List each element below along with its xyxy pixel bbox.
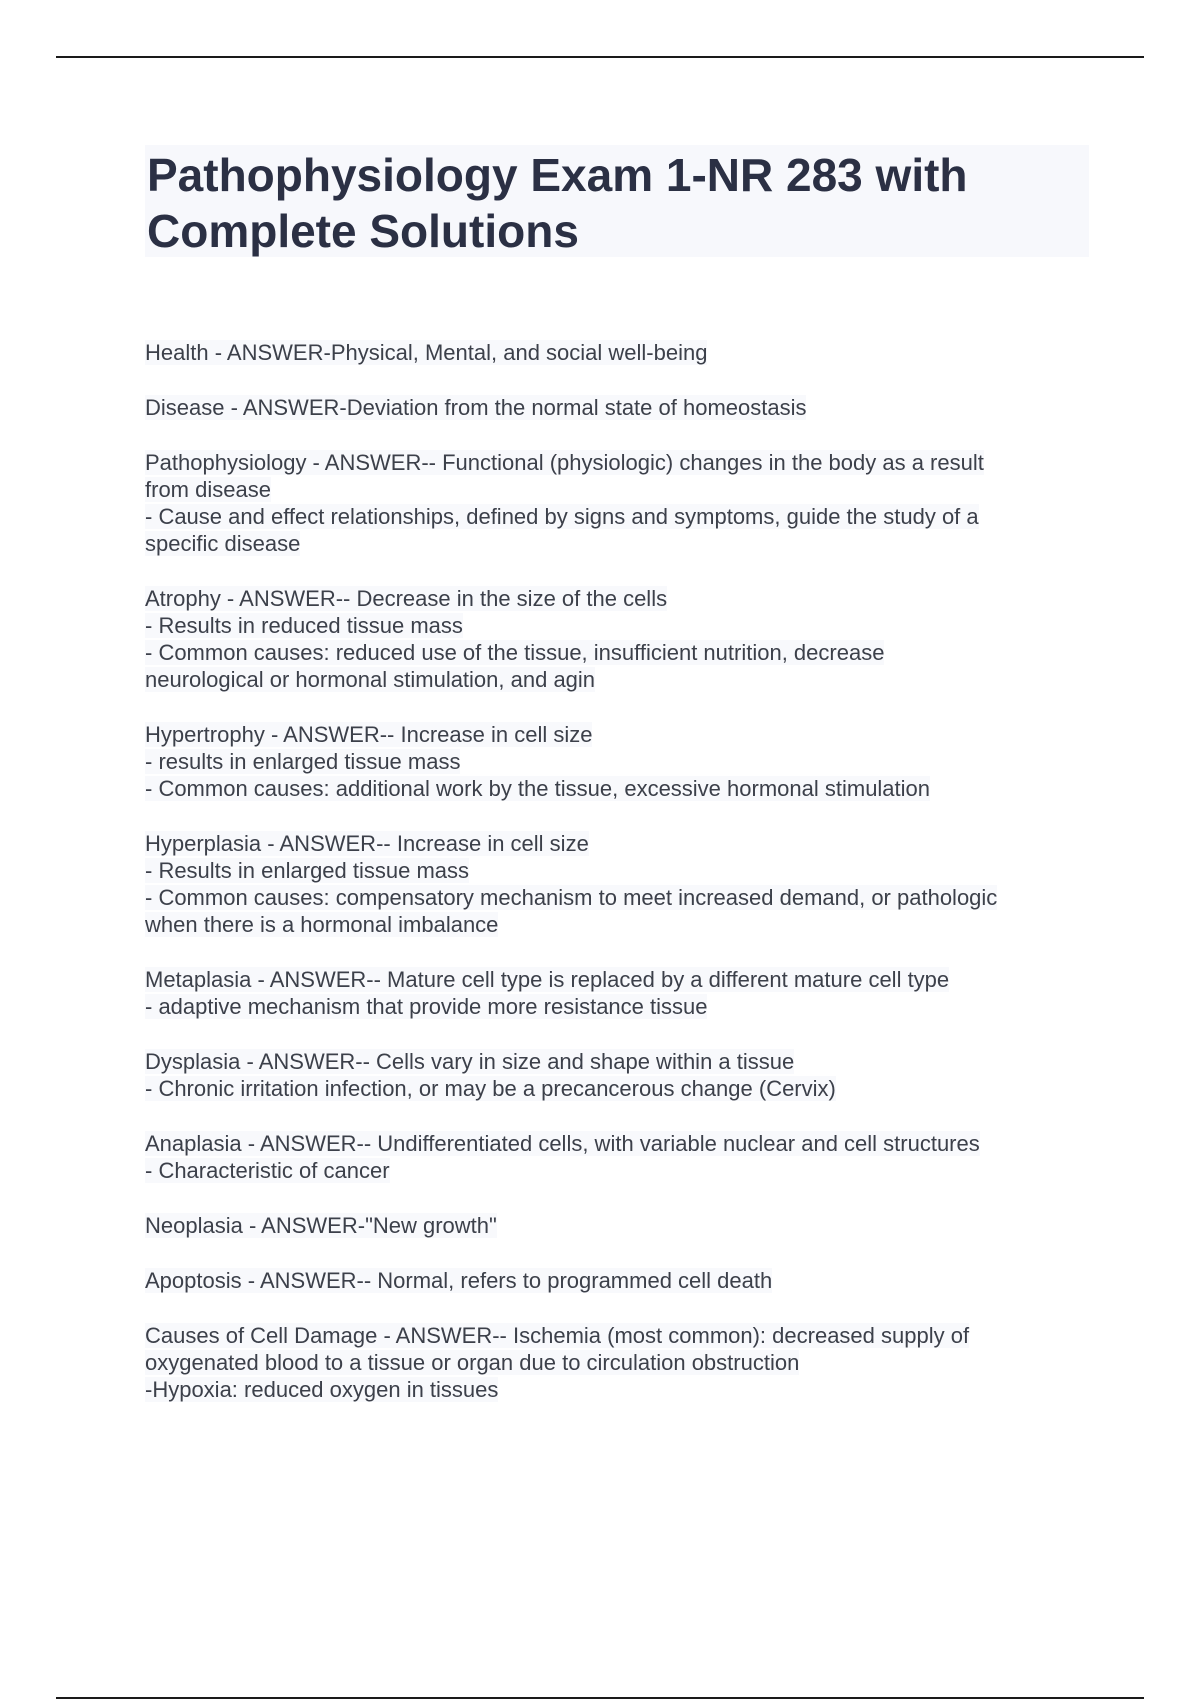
qa-line-text: - Common causes: reduced use of the tissue, insufficient nutrition, decrease bbox=[145, 640, 885, 665]
qa-line bbox=[145, 449, 1095, 476]
qa-line bbox=[145, 911, 1095, 938]
qa-line bbox=[145, 1376, 1095, 1403]
qa-line-text: Metaplasia - ANSWER-- Mature cell type is replaced by a different mature cell type bbox=[145, 967, 950, 992]
qa-entry-dysplasia bbox=[145, 1048, 1095, 1102]
qa-line-text: Causes of Cell Damage - ANSWER-- Ischemia (most common): decreased supply of bbox=[145, 1323, 970, 1348]
qa-line-text: Atrophy - ANSWER-- Decrease in the size of the cells bbox=[145, 586, 668, 611]
qa-line-text: -Hypoxia: reduced oxygen in tissues bbox=[145, 1377, 499, 1402]
qa-line bbox=[145, 1048, 1095, 1075]
qa-line bbox=[145, 884, 1095, 911]
qa-line bbox=[145, 721, 1095, 748]
title-line: Pathophysiology Exam 1-NR 283 with bbox=[147, 149, 968, 201]
qa-line bbox=[145, 966, 1095, 993]
qa-line bbox=[145, 394, 1095, 421]
qa-line bbox=[145, 1267, 1095, 1294]
qa-line-text: - Results in enlarged tissue mass bbox=[145, 858, 470, 883]
qa-line bbox=[145, 857, 1095, 884]
qa-line-text: Pathophysiology - ANSWER-- Functional (physiologic) changes in the body as a result bbox=[145, 450, 984, 475]
qa-line bbox=[145, 339, 1095, 366]
footer-rule bbox=[56, 1697, 1144, 1699]
qa-entry-hypertrophy bbox=[145, 721, 1095, 802]
qa-line-text: when there is a hormonal imbalance bbox=[145, 912, 499, 937]
qa-entry-health bbox=[145, 339, 1095, 366]
qa-line-text: - results in enlarged tissue mass bbox=[145, 749, 461, 774]
qa-line bbox=[145, 748, 1095, 775]
qa-line bbox=[145, 993, 1095, 1020]
qa-line bbox=[145, 1157, 1095, 1184]
qa-line-text: specific disease bbox=[145, 531, 301, 556]
qa-entry-causes-of-cell-damage bbox=[145, 1322, 1095, 1403]
qa-entry-neoplasia bbox=[145, 1212, 1095, 1239]
qa-entry-anaplasia bbox=[145, 1130, 1095, 1184]
qa-line bbox=[145, 1130, 1095, 1157]
qa-line-text: Apoptosis - ANSWER-- Normal, refers to programmed cell death bbox=[145, 1268, 773, 1293]
qa-line bbox=[145, 830, 1095, 857]
qa-entry-disease bbox=[145, 394, 1095, 421]
qa-line-text: Dysplasia - ANSWER-- Cells vary in size and shape within a tissue bbox=[145, 1049, 795, 1074]
qa-line bbox=[145, 1075, 1095, 1102]
qa-line-text: - Results in reduced tissue mass bbox=[145, 613, 463, 638]
qa-line bbox=[145, 476, 1095, 503]
qa-line bbox=[145, 612, 1095, 639]
qa-line-text: Health - ANSWER-Physical, Mental, and social well-being bbox=[145, 340, 708, 365]
qa-line-text: Neoplasia - ANSWER-"New growth" bbox=[145, 1213, 497, 1238]
qa-line-text: neurological or hormonal stimulation, and agin bbox=[145, 667, 596, 692]
qa-entry-metaplasia bbox=[145, 966, 1095, 1020]
qa-line bbox=[145, 1349, 1095, 1376]
qa-line bbox=[145, 639, 1095, 666]
qa-line-text: - Characteristic of cancer bbox=[145, 1158, 390, 1183]
qa-entry-atrophy bbox=[145, 585, 1095, 693]
qa-line bbox=[145, 585, 1095, 612]
title-line: Complete Solutions bbox=[147, 205, 579, 257]
header-rule bbox=[56, 56, 1144, 58]
qa-line-text: - adaptive mechanism that provide more resistance tissue bbox=[145, 994, 708, 1019]
qa-line-text: - Common causes: compensatory mechanism to meet increased demand, or pathologic bbox=[145, 885, 998, 910]
document-title bbox=[147, 147, 1089, 259]
qa-entry-apoptosis bbox=[145, 1267, 1095, 1294]
title-block bbox=[145, 145, 1089, 257]
qa-line bbox=[145, 1322, 1095, 1349]
qa-entry-hyperplasia bbox=[145, 830, 1095, 938]
qa-line bbox=[145, 775, 1095, 802]
qa-line bbox=[145, 1212, 1095, 1239]
qa-line bbox=[145, 666, 1095, 693]
qa-list bbox=[145, 339, 1095, 1431]
qa-line-text: Anaplasia - ANSWER-- Undifferentiated cells, with variable nuclear and cell structures bbox=[145, 1131, 980, 1156]
qa-entry-pathophysiology bbox=[145, 449, 1095, 557]
qa-line-text: - Chronic irritation infection, or may be a precancerous change (Cervix) bbox=[145, 1076, 836, 1101]
qa-line-text: - Common causes: additional work by the tissue, excessive hormonal stimulation bbox=[145, 776, 931, 801]
qa-line-text: Disease - ANSWER-Deviation from the normal state of homeostasis bbox=[145, 395, 807, 420]
qa-line-text: Hyperplasia - ANSWER-- Increase in cell size bbox=[145, 831, 589, 856]
qa-line-text: - Cause and effect relationships, defined by signs and symptoms, guide the study of a bbox=[145, 504, 979, 529]
qa-line-text: from disease bbox=[145, 477, 271, 502]
qa-line bbox=[145, 503, 1095, 530]
qa-line-text: oxygenated blood to a tissue or organ due to circulation obstruction bbox=[145, 1350, 800, 1375]
qa-line bbox=[145, 530, 1095, 557]
qa-line-text: Hypertrophy - ANSWER-- Increase in cell size bbox=[145, 722, 593, 747]
